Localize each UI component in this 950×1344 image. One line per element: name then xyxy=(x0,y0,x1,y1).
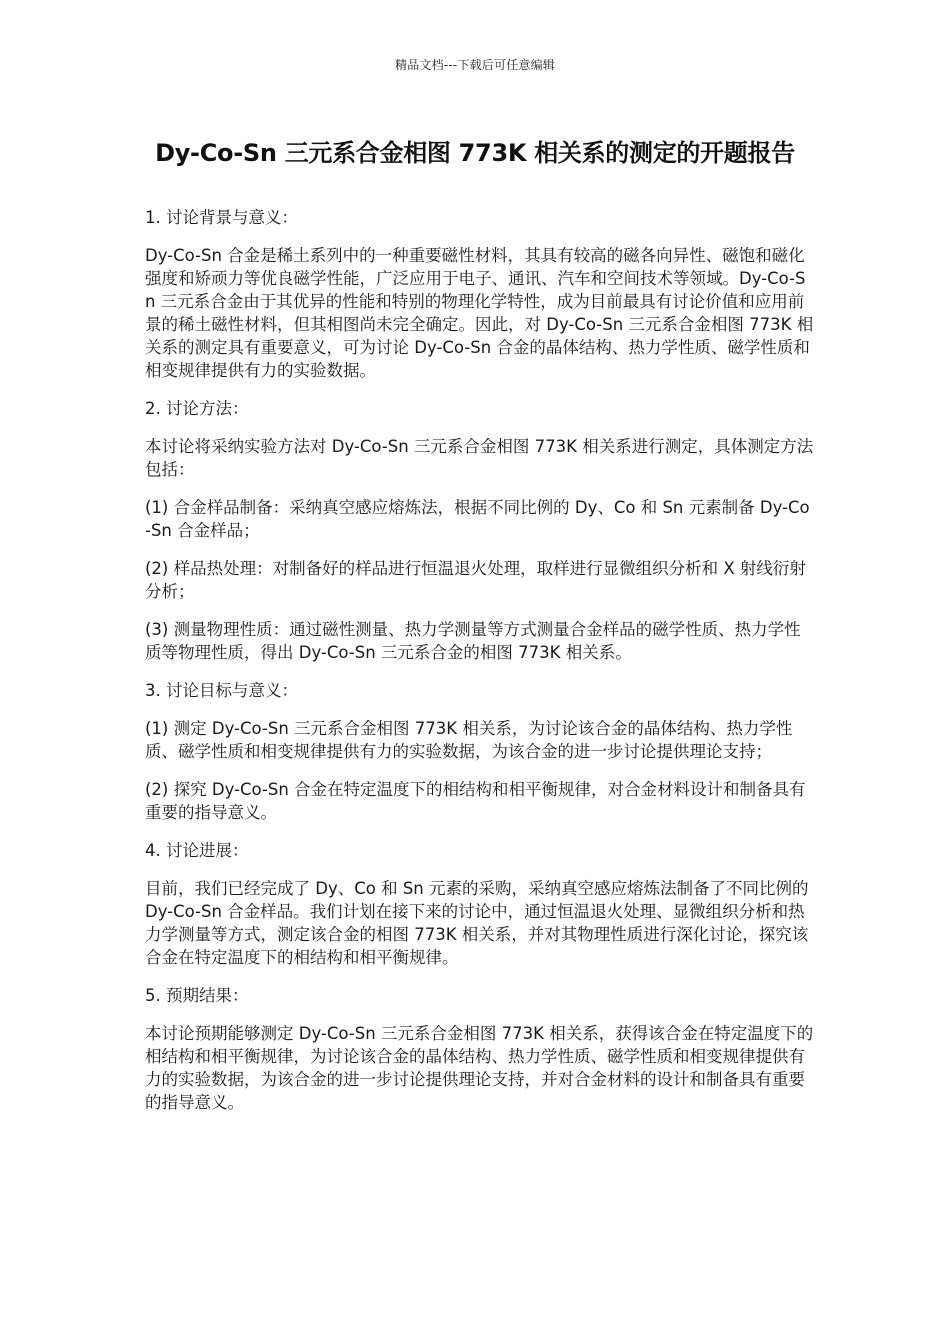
section-1-paragraph: Dy-Co-Sn 合金是稀土系列中的一种重要磁性材料，其具有较高的磁各向异性、磁饱和磁化强度和矫顽力等优良磁学性能，广泛应用于电子、通讯、汽车和空间技术等领域。Dy-Co-Sn 三元系合金由于其优异的性能和特别的物理化学特性，成为目前最具有讨论价值和应用前景的稀土磁性材料，但其相图尚未完全确定。因此，对 Dy-Co-Sn 三元系合金相图 773K 相关系的测定具有重要意义，可为讨论 Dy-Co-Sn 合金的晶体结构、热力学性质、磁学性质和相变规律提供有力的实验数据。 xyxy=(145,246,814,380)
section-2-heading: 2. 讨论方法： xyxy=(145,399,249,418)
section-2-paragraph-intro: 本讨论将采纳实验方法对 Dy-Co-Sn 三元系合金相图 773K 相关系进行测定，具体测定方法包括： xyxy=(145,437,814,479)
section-4-heading: 4. 讨论进展： xyxy=(145,841,249,860)
section-5-heading: 5. 预期结果： xyxy=(145,986,249,1005)
section-2-item-2: (2) 样品热处理：对制备好的样品进行恒温退火处理，取样进行显微组织分析和 X 射线衍射分析； xyxy=(145,559,806,601)
document-title: Dy-Co-Sn 三元系合金相图 773K 相关系的测定的开题报告 xyxy=(155,139,795,167)
section-3-heading: 3. 讨论目标与意义： xyxy=(145,681,298,700)
section-2-item-1: (1) 合金样品制备：采纳真空感应熔炼法，根据不同比例的 Dy、Co 和 Sn 元素制备 Dy-Co-Sn 合金样品； xyxy=(145,498,810,540)
section-4-paragraph: 目前，我们已经完成了 Dy、Co 和 Sn 元素的采购，采纳真空感应熔炼法制备了不同比例的 Dy-Co-Sn 合金样品。我们计划在接下来的讨论中，通过恒温退火处理、显微组织分析和热力学测量等方式，测定该合金的相图 773K 相关系，并对其物理性质进行深化讨论，探究该合金在特定温度下的相结构和相平衡规律。 xyxy=(145,879,809,967)
section-2-item-3: (3) 测量物理性质：通过磁性测量、热力学测量等方式测量合金样品的磁学性质、热力学性质等物理性质，得出 Dy-Co-Sn 三元系合金的相图 773K 相关系。 xyxy=(145,620,801,662)
section-5-paragraph: 本讨论预期能够测定 Dy-Co-Sn 三元系合金相图 773K 相关系，获得该合金在特定温度下的相结构和相平衡规律，为讨论该合金的晶体结构、热力学性质、磁学性质和相变规律提供有力的实验数据，为该合金的进一步讨论提供理论支持，并对合金材料的设计和制备具有重要的指导意义。 xyxy=(145,1024,814,1112)
document-body xyxy=(145,206,815,1129)
section-3-item-1: (1) 测定 Dy-Co-Sn 三元系合金相图 773K 相关系，为讨论该合金的晶体结构、热力学性质、磁学性质和相变规律提供有力的实验数据，为该合金的进一步讨论提供理论支持； xyxy=(145,719,793,761)
section-3-item-2: (2) 探究 Dy-Co-Sn 合金在特定温度下的相结构和相平衡规律，对合金材料设计和制备具有重要的指导意义。 xyxy=(145,780,806,822)
section-1-heading: 1. 讨论背景与意义： xyxy=(145,208,298,227)
page-header-note: 精品文档---下载后可任意编辑 xyxy=(395,58,555,72)
